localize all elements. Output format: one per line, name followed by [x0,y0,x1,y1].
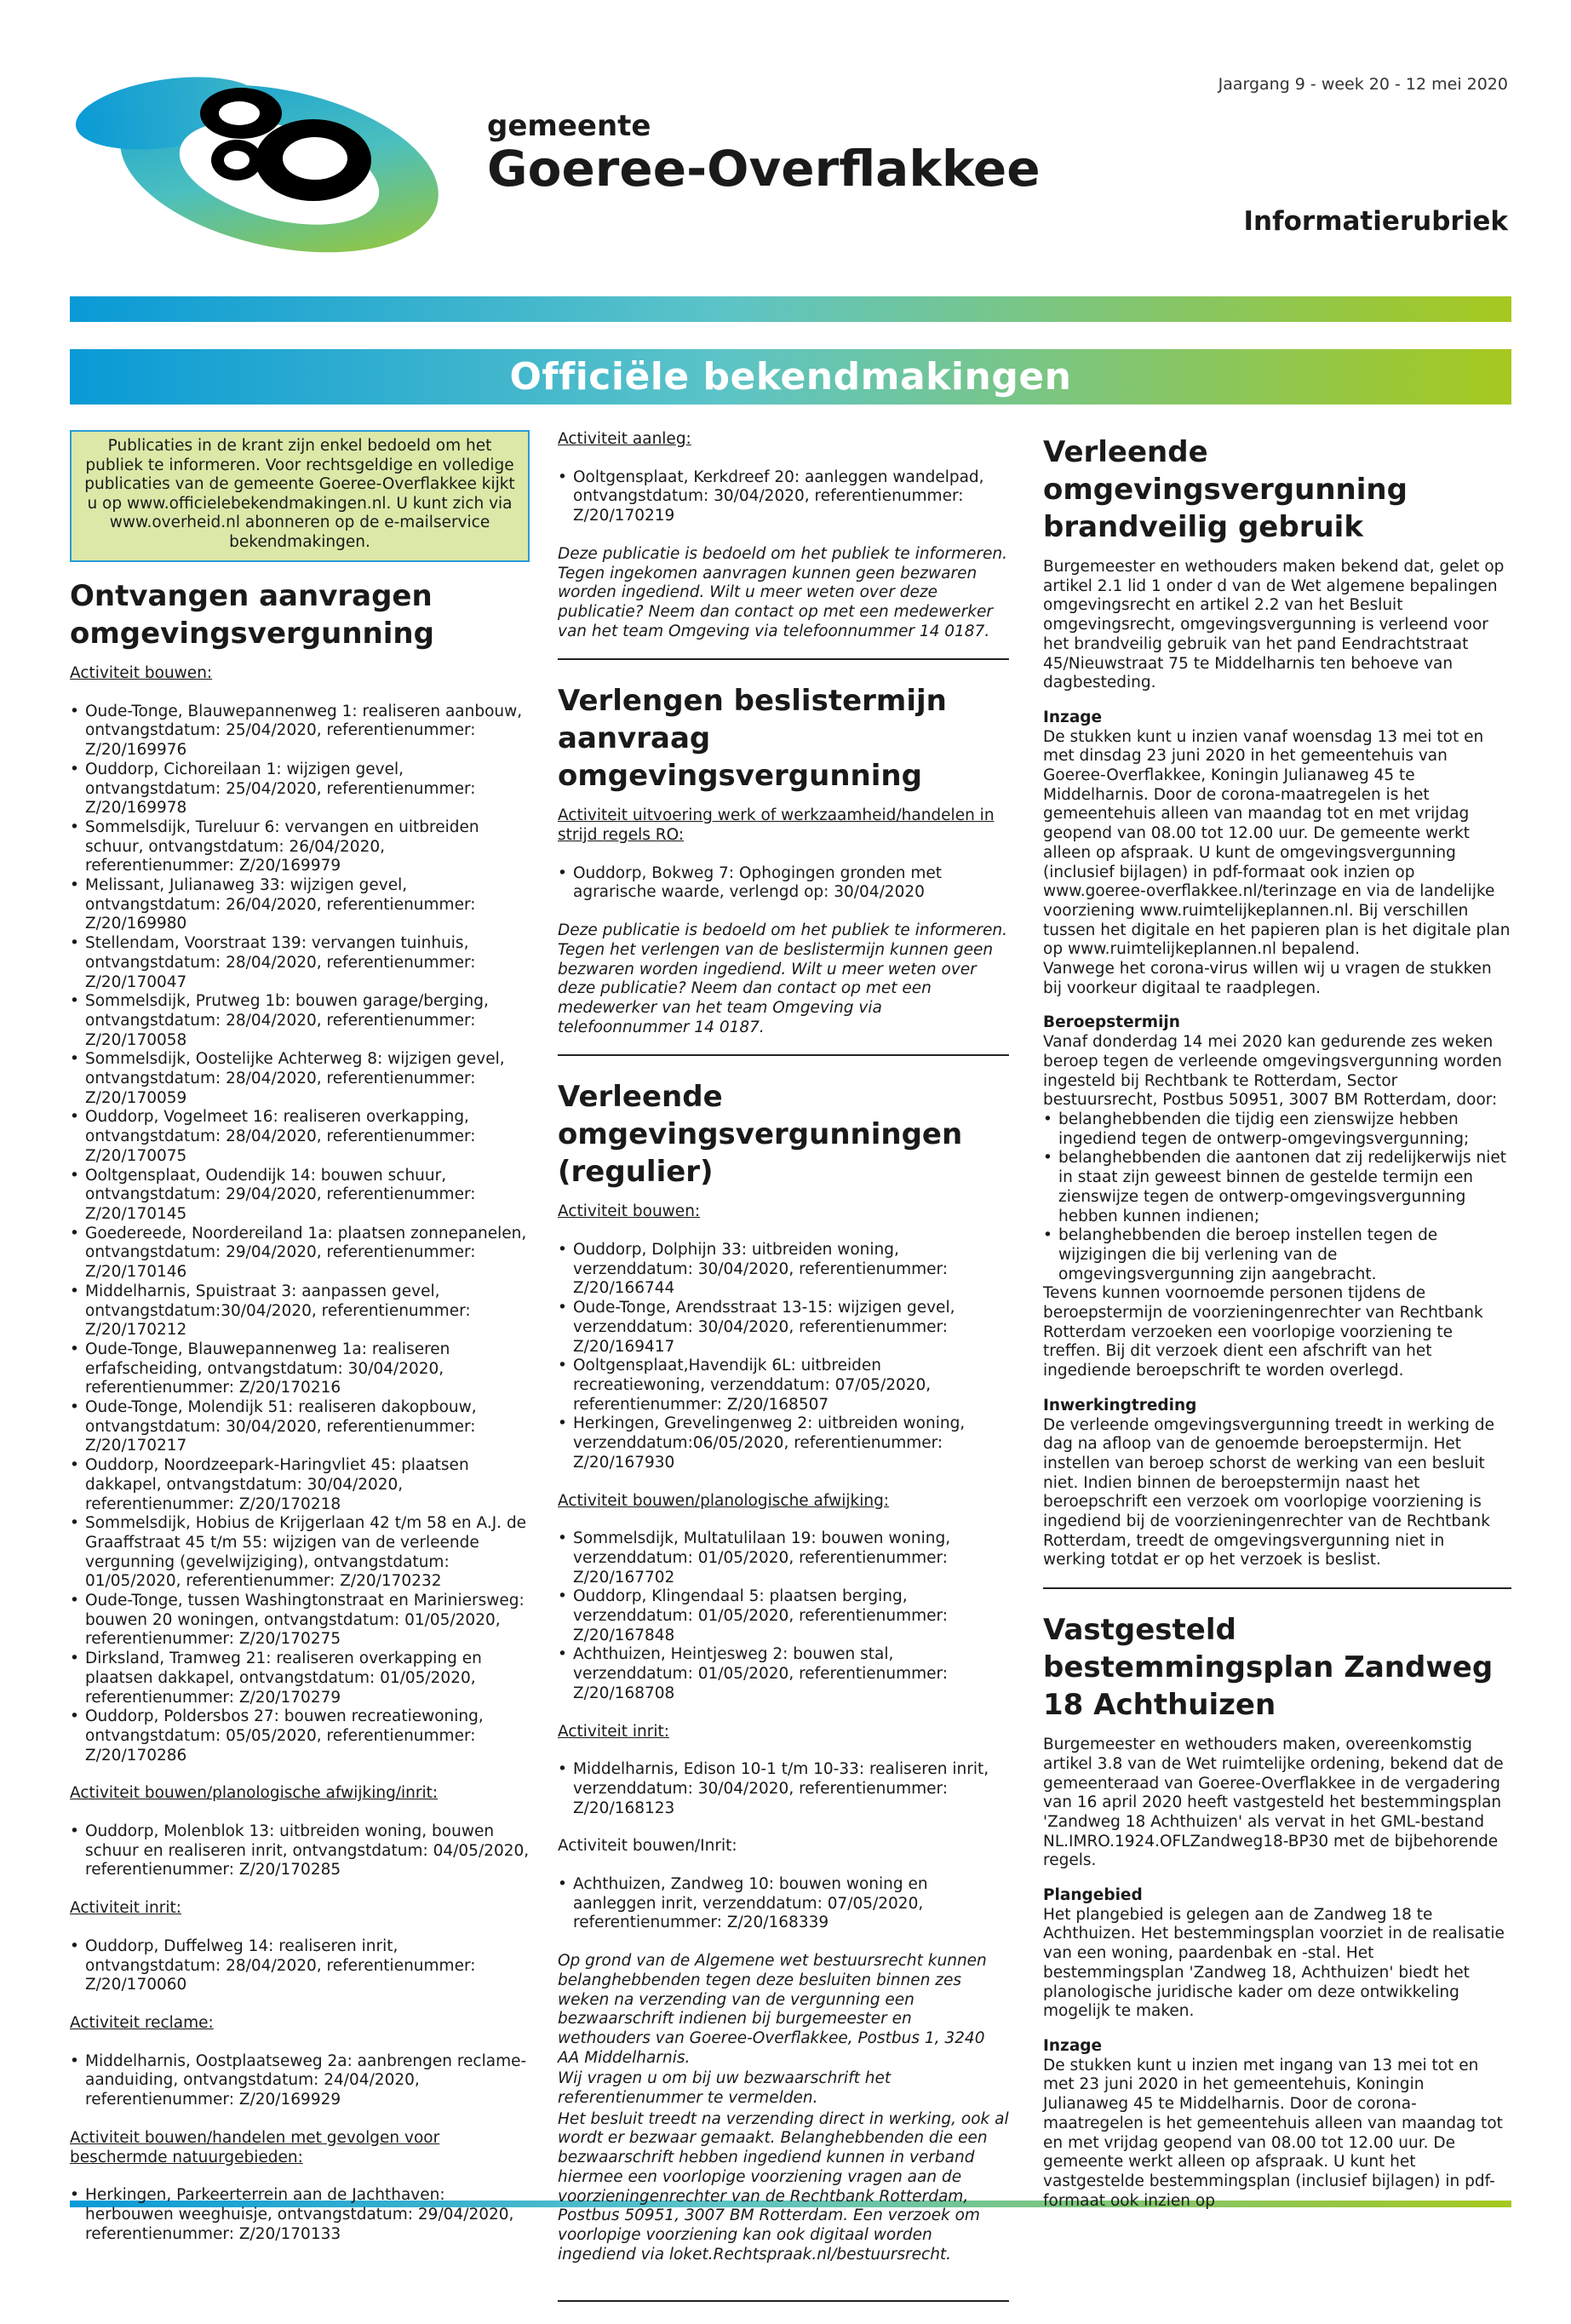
divider [558,1054,1009,1056]
activity-label: Activiteit bouwen: [558,1202,701,1221]
list-item: • belanghebbenden die beroep instellen tegen de wijzigingen die bij verlening van de omgevingsvergunning zijn aangebracht. [1043,1226,1511,1284]
list-item: • Ouddorp, Poldersbos 27: bouwen recreatiewoning, ontvangstdatum: 05/05/2020, referentienummer: Z/20/170286 [70,1707,530,1765]
zandweg-title: Vastgesteld bestemmingsplan Zandweg 18 Achthuizen [1043,1613,1494,1723]
activity-list [70,1937,530,1995]
activity-label: Activiteit inrit: [70,1899,181,1918]
list-item: • Ouddorp, Bokweg 7: Ophogingen gronden met agrarische waarde, verlengd op: 30/04/2020 [558,864,1009,903]
list-item: • Ouddorp, Duffelweg 14: realiseren inrit, ontvangstdatum: 28/04/2020, referentienummer: Z/20/170060 [70,1937,530,1995]
brandveilig-title: Verleende omgevingsvergunning brandveilig gebruik [1043,435,1408,544]
list-item: • Oude-Tonge, Molendijk 51: realiseren dakopbouw, ontvangstdatum: 30/04/2020, referentienummer: Z/20/170217 [70,1398,530,1456]
list-item: • Oude-Tonge, Arendsstraat 13-15: wijzigen gevel, verzenddatum: 30/04/2020, referentienummer: Z/20/169417 [558,1299,1009,1357]
activity-label: Activiteit bouwen/planologische afwijking/inrit: [70,1784,439,1803]
list-item: • Goedereede, Noordereiland 1a: plaatsen zonnepanelen, ontvangstdatum: 29/04/2020, referentienummer: Z/20/170146 [70,1225,530,1283]
divider [1043,1587,1511,1589]
activity-label: Activiteit bouwen/handelen met gevolgen voor beschermde natuurgebieden: [70,2128,440,2166]
brand-gemeente: gemeente [487,109,651,143]
column-2 [558,430,1009,2324]
list-item: • Middelharnis, Edison 10-1 t/m 10-33: realiseren inrit, verzenddatum: 30/04/2020, referentienummer: Z/20/168123 [558,1760,1009,1818]
closing-1: Op grond van de Algemene wet bestuursrecht kunnen belanghebbenden tegen deze besluiten binnen zes weken na verzending van de vergunning een bezwaarschrift indienen bij burgemeester en wethouders van Goeree-Overflakkee, Postbus 1, 3240 AA Middelharnis. [558,1952,987,2067]
inzage-text: De stukken kunt u inzien vanaf woensdag 13 mei tot en met dinsdag 23 juni 2020 in het gemeentehuis van Goeree-Overflakkee, Koningin Julianaweg 45 te Middelharnis. Door de corona-maatregelen is het gemeentehuis alleen van maandag tot en met vrijdag geopend van 08.00 tot 12.00 uur. De gemeente werkt alleen op afspraak. U kunt de omgevingsvergunning (inclusief bijlagen) in pdf-formaat ook inzien op www.goeree-overflakkee.nl/terinzage en via de landelijke voorziening www.ruimtelijkeplannen.nl. Bij verschillen tussen het digitale en het papieren plan is het digitale plan op www.ruimtelijkeplannen.nl bepalend. [1043,727,1511,959]
list-item: • Ouddorp, Cichoreilaan 1: wijzigen gevel, ontvangstdatum: 25/04/2020, referentienummer: Z/20/169978 [70,760,530,818]
ontvangen-sections [70,664,530,2244]
plangebied-heading: Plangebied [1043,1886,1143,1905]
verlengen-list [558,864,1009,903]
list-item: • Herkingen, Parkeerterrein aan de Jachthaven: herbouwen weeghuisje, ontvangstdatum: 29/04/2020, referentienummer: Z/20/170133 [70,2186,530,2244]
beroep-text-2: Tevens kunnen voornoemde personen tijdens de beroepstermijn de voorzieningenrechter van Rechtbank Rotterdam verzoeken een voorlopige voorziening te treffen. Bij dit verzoek dient een afschrift van het ingediende beroepschrift te worden overlegd. [1043,1284,1483,1380]
column-3 [1043,430,1511,2211]
activity-label: Activiteit bouwen/planologische afwijking: [558,1491,890,1510]
list-item: • Sommelsdijk, Hobius de Krijgerlaan 42 t/m 58 en A.J. de Graaffstraat 45 t/m 55: wijzigen van de verleende vergunning (gevelwijziging), ontvangstdatum: 01/05/2020, referentienummer: Z/20/170232 [70,1514,530,1592]
activity-list [558,1760,1009,1818]
inzage-heading: Inzage [1043,708,1103,726]
list-item: • Ooltgensplaat, Oudendijk 14: bouwen schuur, ontvangstdatum: 29/04/2020, referentienummer: Z/20/170145 [70,1167,530,1225]
list-item: • Oude-Tonge, Blauwepannenweg 1: realiseren aanbouw, ontvangstdatum: 25/04/2020, referentienummer: Z/20/169976 [70,703,530,760]
aanleg-list [558,468,1009,526]
list-item: • Ouddorp, Molenblok 13: uitbreiden woning, bouwen schuur en realiseren inrit, ontvangstdatum: 04/05/2020, referentienummer: Z/20/170285 [70,1822,530,1880]
list-item: • Sommelsdijk, Prutweg 1b: bouwen garage/berging, ontvangstdatum: 28/04/2020, referentienummer: Z/20/170058 [70,992,530,1050]
list-item: • Stellendam, Voorstraat 139: vervangen tuinhuis, ontvangstdatum: 28/04/2020, referentienummer: Z/20/170047 [70,934,530,992]
list-item: • Oude-Tonge, Blauwepannenweg 1a: realiseren erfafscheiding, ontvangstdatum: 30/04/2020, referentienummer: Z/20/170216 [70,1340,530,1398]
brandveilig-intro: Burgemeester en wethouders maken bekend dat, gelet op artikel 2.1 lid 1 onder d van de Wet algemene bepalingen omgevingsrecht en artikel 2.2 van het Besluit omgevingsrecht, omgevingsvergunning is verleend voor het brandveilig gebruik van het pand Eendrachtstraat 45/Nieuwstraat 75 te Middelharnis ten behoeve van dagbesteding. [1043,558,1505,692]
activity-list [558,1241,1009,1472]
verlengen-title: Verlengen beslistermijn aanvraag omgevingsvergunning [558,684,947,794]
banner [70,349,1511,405]
aanleg-label: Activiteit aanleg: [558,430,691,448]
divider [558,2300,1009,2302]
list-item: • Oude-Tonge, tussen Washingtonstraat en Mariniersweg: bouwen 20 woningen, ontvangstdatum: 01/05/2020, referentienummer: Z/20/170275 [70,1592,530,1650]
list-item: • Dirksland, Tramweg 21: realiseren overkapping en plaatsen dakkapel, ontvangstdatum: 01/05/2020, referentienummer: Z/20/170279 [70,1650,530,1707]
list-item: • Melissant, Julianaweg 33: wijzigen gevel, ontvangstdatum: 26/04/2020, referentienummer: Z/20/169980 [70,876,530,934]
verlengen-label: Activiteit uitvoering werk of werkzaamheid/handelen in strijd regels RO: [558,806,995,845]
banner-title: Officiële bekendmakingen [509,355,1072,399]
list-item: • Middelharnis, Oostplaatseweg 2a: aanbrengen reclame-aanduiding, ontvangstdatum: 24/04/2020, referentienummer: Z/20/169929 [70,2052,530,2110]
list-item: • Ooltgensplaat, Kerkdreef 20: aanleggen wandelpad, ontvangstdatum: 30/04/2020, referentienummer: Z/20/170219 [558,468,1009,526]
inwerking-text: De verleende omgevingsvergunning treedt in werking de dag na afloop van de genoemde beroepstermijn. Het instellen van beroep schorst de werking van een besluit niet. Indien binnen de beroepstermijn naast het beroepschrift een verzoek om voorlopige voorziening is ingediend bij de voorzieningenrechter van de Rechtbank Rotterdam, treedt de omgevingsvergunning niet in werking totdat er op het verzoek is beslist. [1043,1415,1495,1569]
section-label: Informatierubriek [1243,206,1508,237]
list-item: • belanghebbenden die aantonen dat zij redelijkerwijs niet in staat zijn geweest binnen de gestelde termijn een zienswijze tegen de ontwerp-omgevingsvergunning hebben kunnen indienen; [1043,1149,1511,1226]
activity-list [558,1529,1009,1703]
activity-label: Activiteit bouwen: [70,664,213,682]
gradient-bar-top [70,296,1511,322]
list-item: • Sommelsdijk, Multatulilaan 19: bouwen woning, verzenddatum: 01/05/2020, referentienummer: Z/20/167702 [558,1529,1009,1587]
list-item: • Achthuizen, Zandweg 10: bouwen woning en aanleggen inrit, verzenddatum: 07/05/2020, referentienummer: Z/20/168339 [558,1875,1009,1933]
inzage-text-2: Vanwege het corona-virus willen wij u vragen de stukken bij voorkeur digitaal te raadplegen. [1043,960,1492,997]
issue-date: Jaargang 9 - week 20 - 12 mei 2020 [1218,75,1508,94]
list-item: • Middelharnis, Spuistraat 3: aanpassen gevel, ontvangstdatum:30/04/2020, referentienummer: Z/20/170212 [70,1283,530,1340]
ontvangen-title: Ontvangen aanvragen omgevingsvergunning [70,579,434,651]
activity-label: Activiteit inrit: [558,1722,669,1741]
activity-list [70,2186,530,2244]
list-item: • Achthuizen, Heintjesweg 2: bouwen stal, verzenddatum: 01/05/2020, referentienummer: Z/20/168708 [558,1645,1009,1703]
list-item: • Ouddorp, Dolphijn 33: uitbreiden woning, verzenddatum: 30/04/2020, referentienummer: Z/20/166744 [558,1241,1009,1299]
list-item: • Ouddorp, Klingendaal 5: plaatsen berging, verzenddatum: 01/05/2020, referentienummer: Z/20/167848 [558,1587,1009,1645]
column-1 [70,430,530,2263]
beroep-heading: Beroepstermijn [1043,1013,1180,1032]
zandweg-intro: Burgemeester en wethouders maken, overeenkomstig artikel 3.8 van de Wet ruimtelijke ordening, bekend dat de gemeenteraad van Goeree-Overflakkee in de vergadering van 16 april 2020 heeft vastgesteld het bestemmingsplan 'Zandweg 18 Achthuizen' als vervat in het GML-bestand NL.IMRO.1924.OFLZandweg18-BP30 met de bijbehorende regels. [1043,1736,1504,1870]
regulier-sections [558,1202,1009,1933]
activity-label: Activiteit bouwen/Inrit: [558,1837,737,1856]
list-item: • Sommelsdijk, Tureluur 6: vervangen en uitbreiden schuur, ontvangstdatum: 26/04/2020, referentienummer: Z/20/169979 [70,818,530,876]
activity-list [70,703,530,1766]
list-item: • Ouddorp, Noordzeepark-Haringvliet 45: plaatsen dakkapel, ontvangstdatum: 30/04/2020, referentienummer: Z/20/170218 [70,1456,530,1514]
brand-name: Goeree-Overflakkee [487,140,1041,198]
plangebied-text: Het plangebied is gelegen aan de Zandweg 18 te Achthuizen. Het bestemmingsplan voorziet in de realisatie van een woning, paardenbak en -stal. Het bestemmingsplan 'Zandweg 18, Achthuizen' biedt het planologische juridische kader om deze ontwikkeling mogelijk te maken. [1043,1905,1505,2021]
inwerking-heading: Inwerkingtreding [1043,1396,1197,1414]
aanleg-note: Deze publicatie is bedoeld om het publiek te informeren. Tegen ingekomen aanvragen kunnen geen bezwaren worden ingediend. Wilt u meer weten over deze publicatie? Neem dan contact op met een medewerker van het team Omgeving via telefoonnummer 14 0187. [558,544,1007,640]
activity-list [70,1822,530,1880]
inzage2-heading: Inzage [1043,2037,1103,2055]
closing-3: Het besluit treedt na verzending direct in werking, ook al wordt er bezwaar gemaakt. Belanghebbenden die een bezwaarschrift hebben ingediend kunnen in verband hiermee een voorlopige voorziening vragen aan de voorzieningenrechter van de Rechtbank Rotterdam, Postbus 50951, 3007 BM Rotterdam. Een verzoek om voorlopige voorziening kan ook digitaal worden ingediend via loket.Rechtspraak.nl/bestuursrecht. [558,2109,1009,2264]
list-item: • Herkingen, Grevelingenweg 2: uitbreiden woning, verzenddatum:06/05/2020, referentienummer: Z/20/167930 [558,1414,1009,1472]
inzage2-text: De stukken kunt u inzien met ingang van 13 mei tot en met 23 juni 2020 in het gemeentehuis, Koningin Julianaweg 45 te Middelharnis. Door de corona-maatregelen is het gemeentehuis alleen van maandag tot en met vrijdag geopend van 08.00 tot 12.00 uur. De gemeente werkt alleen op afspraak. U kunt het vastgestelde bestemmingsplan (inclusief bijlagen) in pdf-formaat ook inzien op [1043,2056,1503,2210]
activity-list [70,2052,530,2110]
beroep-text: Vanaf donderdag 14 mei 2020 kan gedurende zes weken beroep tegen de verleende omgevingsvergunning worden ingesteld bij Rechtbank te Rotterdam, Sector bestuursrecht, Postbus 50951, 3007 BM Rotterdam, door: [1043,1033,1502,1110]
list-item: • Sommelsdijk, Oostelijke Achterweg 8: wijzigen gevel, ontvangstdatum: 28/04/2020, referentienummer: Z/20/170059 [70,1050,530,1108]
list-item: • Ooltgensplaat,Havendijk 6L: uitbreiden recreatiewoning, verzenddatum: 07/05/2020, referentienummer: Z/20/168507 [558,1357,1009,1414]
verlengen-note: Deze publicatie is bedoeld om het publiek te informeren. Tegen het verlengen van de beslistermijn kunnen geen bezwaren worden ingediend. Wilt u meer weten over deze publicatie? Neem dan contact op met een medewerker van het team Omgeving via telefoonnummer 14 0187. [558,921,1007,1036]
list-item: • belanghebbenden die tijdig een zienswijze hebben ingediend tegen de ontwerp-omgevingsvergunning; [1043,1110,1511,1149]
list-item: • Ouddorp, Vogelmeet 16: realiseren overkapping, ontvangstdatum: 28/04/2020, referentienummer: Z/20/170075 [70,1108,530,1166]
divider [558,658,1009,660]
beroep-list [1043,1110,1511,1284]
closing-2: Wij vragen u om bij uw bezwaarschrift het referentienummer te vermelden. [558,2069,892,2108]
municipality-logo [66,66,450,262]
activity-label: Activiteit reclame: [70,2014,214,2032]
activity-list [558,1875,1009,1933]
regulier-title: Verleende omgevingsvergunningen (regulier) [558,1080,963,1190]
notice-box: Publicaties in de krant zijn enkel bedoeld om het publiek te informeren. Voor rechtsgeldige en volledige publicaties van de gemeente Goeree-Overflakkee kijkt u op www.officielebekendmakingen.nl. U kunt zich via www.overheid.nl abonneren op de e-mailservice bekendmakingen. [70,430,530,562]
